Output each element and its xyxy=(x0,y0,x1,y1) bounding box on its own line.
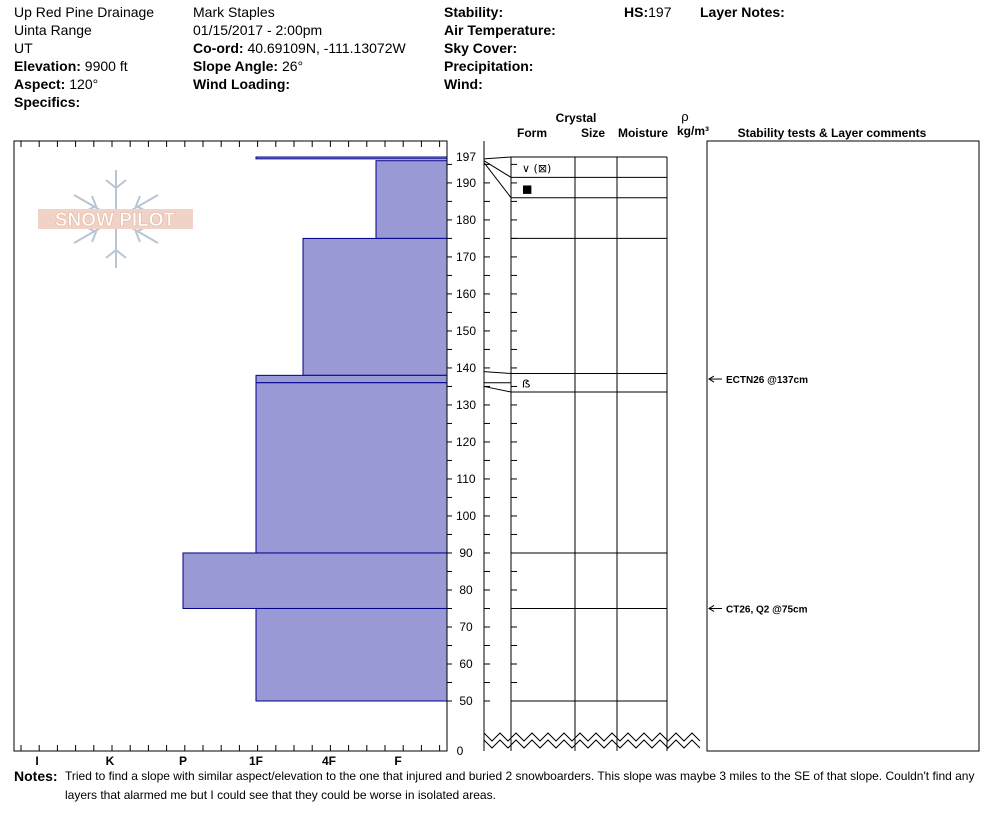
hs-value: 197 xyxy=(648,4,672,20)
layer-notes-label: Layer Notes: xyxy=(700,4,785,20)
slope-value: 26° xyxy=(281,58,304,74)
hs-label: HS: xyxy=(624,4,649,20)
hardness-bar xyxy=(256,157,447,159)
precip-label: Precipitation: xyxy=(444,58,534,74)
height-tick-label: 110 xyxy=(456,471,476,486)
height-tick-label: 100 xyxy=(455,508,477,523)
hardness-bar xyxy=(376,161,447,239)
hardness-tick-label: I xyxy=(35,754,39,768)
size-header: Size xyxy=(580,126,606,140)
hardness-tick-label: 1F xyxy=(248,754,264,768)
layer-connector xyxy=(484,157,511,159)
hardness-tick-label: F xyxy=(394,754,402,768)
density-unit-header: kg/m³ xyxy=(676,124,710,138)
layer-connector xyxy=(484,386,511,392)
height-tick-label: 150 xyxy=(455,323,477,338)
aspect-label: Aspect: xyxy=(14,76,66,92)
layer-connector xyxy=(484,161,511,178)
elevation-label: Elevation: xyxy=(14,58,81,74)
hardness-bar xyxy=(256,383,447,553)
elevation-value: 9900 ft xyxy=(84,58,128,74)
observer-name: Mark Staples xyxy=(193,4,275,20)
hardness-bar xyxy=(303,238,447,375)
height-tick-label: 50 xyxy=(459,694,473,708)
height-tick-label: 170 xyxy=(455,249,477,264)
height-tick-label: 80 xyxy=(459,582,473,597)
rho-header: ρ xyxy=(681,109,689,124)
logo-text: SNOW PILOT xyxy=(54,210,176,231)
stability-test-label: ECTN26 @137cm xyxy=(726,375,809,387)
coord-value: 40.69109N, -111.13072W xyxy=(247,40,406,56)
crystal-header: Crystal xyxy=(555,111,597,125)
specifics-label: Specifics: xyxy=(14,94,81,110)
hardness-bar xyxy=(256,608,447,701)
grain-form-symbol: ■ xyxy=(522,182,533,196)
hardness-tick-label: K xyxy=(105,754,115,768)
grain-form-symbol: ∨ (⊠) xyxy=(522,162,552,176)
hardness-bar xyxy=(256,375,447,382)
notes-text: Tried to find a slope with similar aspect/elevation to the one that injured and buried 2 snowboarders. This slope was maybe 3 miles to the SE of that slope. Couldn't find any layers that alarmed me but I could see that they could be worse in isolated areas. xyxy=(65,769,975,802)
height-tick-label: 190 xyxy=(455,175,477,190)
height-tick-label: 197 xyxy=(455,150,477,164)
height-tick-label: 140 xyxy=(455,360,477,375)
height-tick-label: 90 xyxy=(459,545,473,560)
height-tick-label: 130 xyxy=(455,397,477,412)
stability-test-label: CT26, Q2 @75cm xyxy=(726,604,808,616)
wind-label: Wind: xyxy=(444,76,483,92)
layer-connector xyxy=(484,163,511,198)
location-name: Up Red Pine Drainage xyxy=(14,4,155,20)
height-zero-label: 0 xyxy=(456,744,464,758)
snowpilot-logo xyxy=(38,170,193,268)
slope-label: Slope Angle: xyxy=(193,58,279,74)
coord-label: Co-ord: xyxy=(193,40,244,56)
range-name: Uinta Range xyxy=(14,22,92,38)
stability-frame xyxy=(707,141,979,751)
layer-connector xyxy=(484,372,511,374)
notes-label: Notes: xyxy=(14,768,58,784)
date-time: 01/15/2017 - 2:00pm xyxy=(193,22,323,38)
sky-cover-label: Sky Cover: xyxy=(444,40,518,56)
state-name: UT xyxy=(14,40,33,56)
grain-form-symbol: ẞ xyxy=(522,377,531,391)
hardness-tick-label: 4F xyxy=(321,754,337,768)
hardness-bar xyxy=(183,553,447,609)
height-tick-label: 70 xyxy=(459,619,473,634)
moisture-header: Moisture xyxy=(617,126,669,140)
height-tick-label: 180 xyxy=(455,212,477,227)
stability-tests-header: Stability tests & Layer comments xyxy=(737,126,927,140)
height-tick-label: 120 xyxy=(455,434,477,449)
height-tick-label: 60 xyxy=(459,656,473,671)
wind-loading-label: Wind Loading: xyxy=(193,76,291,92)
height-tick-label: 160 xyxy=(455,286,477,301)
stability-label: Stability: xyxy=(444,4,504,20)
air-temp-label: Air Temperature: xyxy=(444,22,556,38)
aspect-value: 120° xyxy=(69,76,99,92)
form-header: Form xyxy=(517,126,547,140)
hardness-tick-label: P xyxy=(178,754,188,768)
